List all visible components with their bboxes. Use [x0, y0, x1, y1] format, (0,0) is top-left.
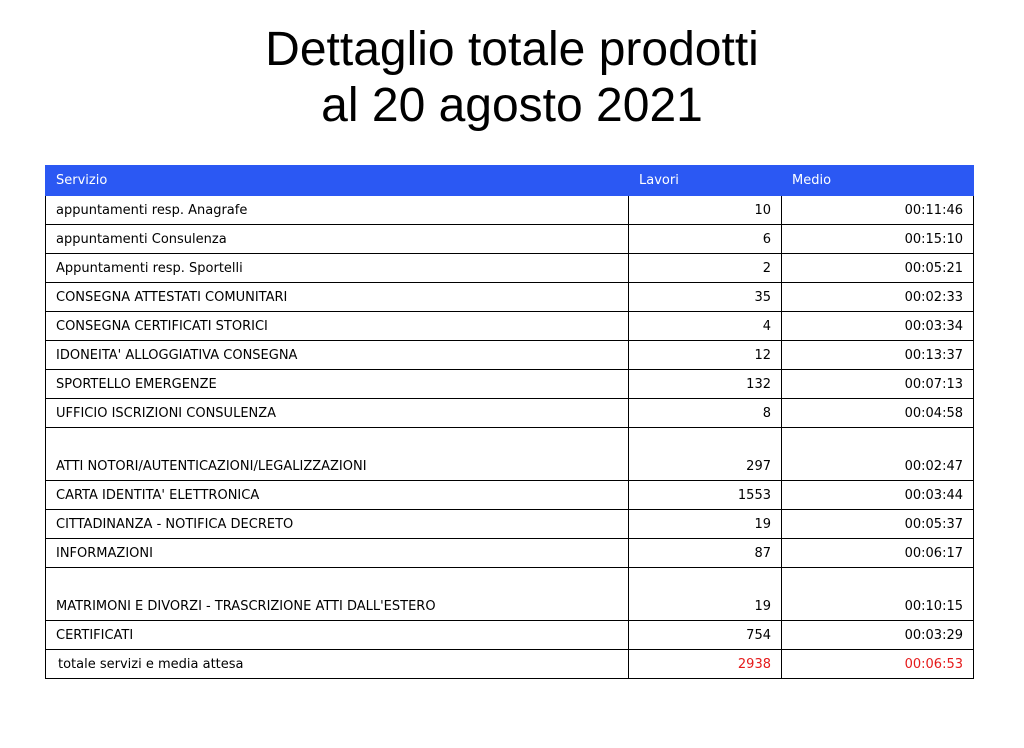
cell-medio: 00:06:17 — [782, 539, 974, 568]
cell-servizio: CARTA IDENTITA' ELETTRONICA — [46, 481, 629, 510]
table-row — [46, 283, 974, 312]
cell-servizio: INFORMAZIONI — [46, 539, 629, 568]
table-row — [46, 428, 974, 481]
table-row — [46, 510, 974, 539]
cell-lavori: 1553 — [629, 481, 782, 510]
cell-medio: 00:15:10 — [782, 225, 974, 254]
table-header-row — [46, 166, 974, 196]
header-medio: Medio — [782, 166, 974, 196]
cell-medio: 00:07:13 — [782, 370, 974, 399]
page-title-line-1: Dettaglio totale prodotti — [265, 23, 759, 76]
total-medio: 00:06:53 — [782, 650, 974, 679]
cell-medio: 00:04:58 — [782, 399, 974, 428]
table-row — [46, 225, 974, 254]
table-row — [46, 399, 974, 428]
services-table — [45, 165, 974, 679]
total-lavori: 2938 — [629, 650, 782, 679]
cell-medio: 00:03:29 — [782, 621, 974, 650]
cell-medio: 00:05:21 — [782, 254, 974, 283]
cell-servizio: MATRIMONI E DIVORZI - TRASCRIZIONE ATTI DALL'ESTERO — [46, 568, 629, 621]
cell-lavori: 4 — [629, 312, 782, 341]
table-row — [46, 312, 974, 341]
cell-lavori: 754 — [629, 621, 782, 650]
cell-lavori: 132 — [629, 370, 782, 399]
cell-lavori: 35 — [629, 283, 782, 312]
cell-medio: 00:03:34 — [782, 312, 974, 341]
cell-lavori: 87 — [629, 539, 782, 568]
cell-servizio: appuntamenti Consulenza — [46, 225, 629, 254]
cell-lavori: 297 — [629, 428, 782, 481]
table-row — [46, 370, 974, 399]
cell-servizio: IDONEITA' ALLOGGIATIVA CONSEGNA — [46, 341, 629, 370]
cell-servizio: CERTIFICATI — [46, 621, 629, 650]
cell-servizio: Appuntamenti resp. Sportelli — [46, 254, 629, 283]
cell-lavori: 2 — [629, 254, 782, 283]
cell-servizio: ATTI NOTORI/AUTENTICAZIONI/LEGALIZZAZIONI — [46, 428, 629, 481]
cell-servizio: CONSEGNA CERTIFICATI STORICI — [46, 312, 629, 341]
table-row — [46, 568, 974, 621]
cell-servizio: appuntamenti resp. Anagrafe — [46, 196, 629, 225]
total-row — [46, 650, 974, 679]
cell-servizio: CITTADINANZA - NOTIFICA DECRETO — [46, 510, 629, 539]
cell-medio: 00:11:46 — [782, 196, 974, 225]
cell-lavori: 8 — [629, 399, 782, 428]
table-row — [46, 341, 974, 370]
cell-servizio: SPORTELLO EMERGENZE — [46, 370, 629, 399]
cell-medio: 00:05:37 — [782, 510, 974, 539]
cell-servizio: CONSEGNA ATTESTATI COMUNITARI — [46, 283, 629, 312]
header-servizio: Servizio — [46, 166, 629, 196]
cell-lavori: 6 — [629, 225, 782, 254]
header-lavori: Lavori — [629, 166, 782, 196]
table-row — [46, 539, 974, 568]
cell-lavori: 19 — [629, 510, 782, 539]
cell-lavori: 10 — [629, 196, 782, 225]
table-row — [46, 621, 974, 650]
table-row — [46, 481, 974, 510]
cell-servizio: UFFICIO ISCRIZIONI CONSULENZA — [46, 399, 629, 428]
cell-medio: 00:02:47 — [782, 428, 974, 481]
cell-medio: 00:03:44 — [782, 481, 974, 510]
cell-medio: 00:10:15 — [782, 568, 974, 621]
cell-medio: 00:02:33 — [782, 283, 974, 312]
table-row — [46, 196, 974, 225]
cell-lavori: 19 — [629, 568, 782, 621]
cell-medio: 00:13:37 — [782, 341, 974, 370]
cell-lavori: 12 — [629, 341, 782, 370]
total-label: totale servizi e media attesa — [46, 650, 629, 679]
page-title — [0, 22, 1024, 134]
table-row — [46, 254, 974, 283]
page-title-line-2: al 20 agosto 2021 — [321, 79, 703, 132]
